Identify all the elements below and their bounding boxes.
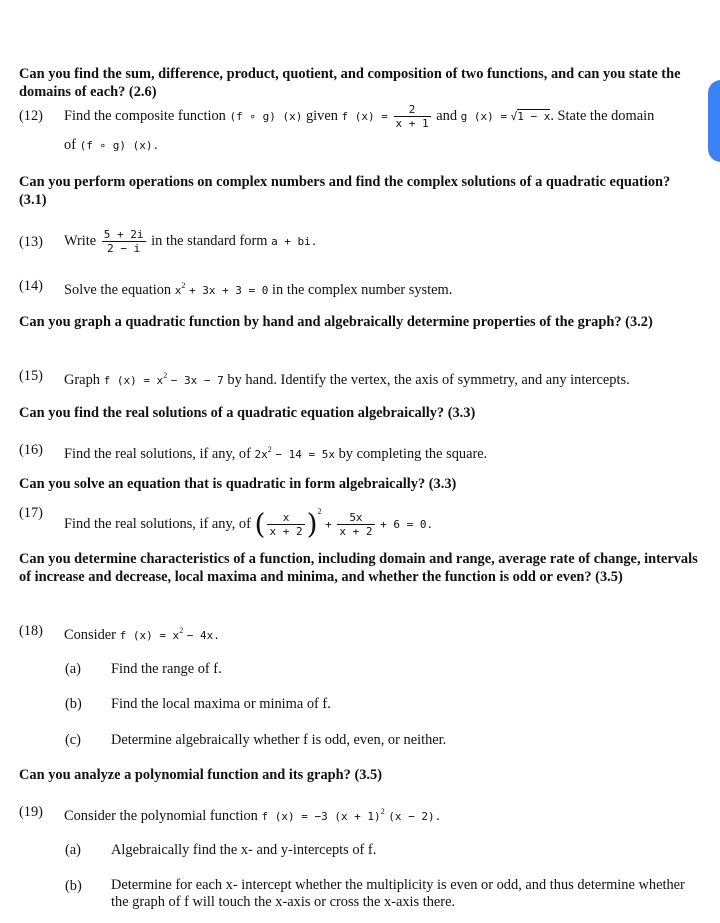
- problem-14-exponent: 2: [181, 281, 186, 290]
- problem-17-exponent: 2: [317, 507, 322, 516]
- problem-12-fraction: [394, 103, 431, 130]
- problem-12-text-e: of: [64, 137, 76, 153]
- problem-18-expr-b: − 4x.: [186, 629, 220, 642]
- problem-17-frac1-num: x: [267, 511, 304, 525]
- problem-19-part-b-text: Determine for each x- intercept whether the multiplicity is even or odd, and thus determine whether the graph of f will touch the x-axis or cross the x-axis there.: [111, 877, 685, 910]
- problem-number-13: (13): [19, 234, 43, 250]
- problem-12-text-b: given: [305, 108, 338, 124]
- problem-12-expr-f: f (x) =: [341, 110, 388, 123]
- problem-number-14: (14): [19, 278, 43, 294]
- problem-12-expr-fog: (f ∘ g) (x): [229, 110, 303, 123]
- problem-15-expr-a: f (x) = x: [103, 374, 164, 387]
- problem-14-text-b: in the complex number system.: [272, 282, 453, 298]
- problem-17-frac2-num: 5x: [337, 511, 374, 525]
- problem-18-part-a-text: Find the range of f.: [111, 661, 222, 677]
- problem-number-16: (16): [19, 442, 43, 458]
- problem-17-fraction-1: [267, 511, 304, 538]
- problem-18-part-c-label: (c): [65, 732, 81, 748]
- problem-12-line-2: [64, 136, 159, 155]
- problem-17-frac2-den: x + 2: [339, 525, 373, 539]
- problem-17-plus: +: [325, 518, 332, 531]
- problem-18-text-a: Consider: [64, 627, 116, 643]
- problem-16-expr-a: 2x: [254, 448, 268, 461]
- problem-16-text-b: by completing the square.: [338, 446, 488, 462]
- problem-17-tail: + 6 = 0.: [380, 518, 434, 531]
- problem-17-fraction-2: [337, 511, 374, 538]
- problem-14-expr-a: x: [174, 284, 182, 297]
- section-heading-3-2: Can you graph a quadratic function by hand and algebraically determine properties of the graph? (3.2): [19, 314, 653, 330]
- problem-12-expr-fog-2: (f ∘ g) (x).: [79, 139, 160, 152]
- problem-19-part-b-label: (b): [65, 878, 82, 894]
- problem-13-frac-den: 2 − i: [107, 242, 141, 256]
- problem-13-expr: a + bi.: [271, 235, 318, 248]
- problem-15-expr-b: − 3x − 7: [170, 374, 224, 387]
- problem-18-part-b-label: (b): [65, 696, 82, 712]
- problem-18-expr-a: f (x) = x: [119, 629, 180, 642]
- side-scroll-tab[interactable]: [708, 80, 720, 162]
- problem-14-line: [64, 277, 452, 300]
- problem-13-text-b: in the standard form: [151, 233, 268, 249]
- problem-12-text-a: Find the composite function: [64, 108, 226, 124]
- right-paren-icon: ): [306, 507, 318, 541]
- problem-12-frac-den: x + 1: [395, 117, 429, 131]
- problem-13-text-a: Write: [64, 233, 97, 249]
- problem-number-18: (18): [19, 623, 43, 639]
- problem-19-part-a-label: (a): [65, 842, 81, 858]
- left-paren-icon: (: [254, 507, 266, 541]
- problem-12-expr-g: g (x) =: [460, 110, 507, 123]
- problem-17-text-a: Find the real solutions, if any, of: [64, 516, 251, 532]
- problem-15-line: [64, 367, 630, 390]
- problem-19-expr-b: (x − 2).: [388, 810, 442, 823]
- section-heading-3-3-a: Can you find the real solutions of a quadratic equation algebraically? (3.3): [19, 405, 476, 421]
- problem-number-17: (17): [19, 505, 43, 521]
- section-heading-3-5-a: Can you determine characteristics of a function, including domain and range, average rate of change, intervals of increase and decrease, local maxima and minima, and whether the function is odd or even? (3.5): [19, 551, 698, 585]
- problem-12-text-c: and: [436, 108, 458, 124]
- problem-12-radical-sign: √: [510, 110, 518, 123]
- problem-19-line: [64, 803, 441, 826]
- problem-12-text-d: . State the domain: [550, 108, 655, 124]
- section-heading-3-1: Can you perform operations on complex numbers and find the complex solutions of a quadratic equation? (3.1): [19, 174, 671, 208]
- problem-17-frac1-den: x + 2: [269, 525, 303, 539]
- problem-19-part-a-text: Algebraically find the x- and y-intercepts of f.: [111, 842, 377, 858]
- section-heading-2-6: Can you find the sum, difference, product, quotient, and composition of two functions, and can you state the domains of each? (2.6): [19, 66, 681, 100]
- problem-16-exponent: 2: [267, 445, 272, 454]
- problem-12-radicand: 1 − x: [517, 110, 551, 123]
- problem-16-line: [64, 441, 487, 464]
- problem-14-expr-b: + 3x + 3 = 0: [188, 284, 269, 297]
- problem-13-frac-num: 5 + 2i: [103, 228, 144, 242]
- problem-13-fraction: [102, 228, 146, 255]
- problem-18-part-c-text: Determine algebraically whether f is odd, even, or neither.: [111, 732, 447, 748]
- problem-13-line: [64, 225, 317, 258]
- problem-18-part-a-label: (a): [65, 661, 81, 677]
- problem-18-line: [64, 622, 220, 645]
- problem-17-line: [64, 494, 433, 543]
- problem-16-expr-b: − 14 = 5x: [275, 448, 335, 461]
- problem-15-text-b: by hand. Identify the vertex, the axis of symmetry, and any intercepts.: [227, 372, 630, 388]
- section-heading-3-3-b: Can you solve an equation that is quadratic in form algebraically? (3.3): [19, 476, 457, 492]
- problem-12-line-1: [64, 100, 654, 133]
- problem-12-frac-num: 2: [394, 103, 431, 117]
- problem-19-expr-a: f (x) = −3 (x + 1): [261, 810, 381, 823]
- problem-15-exponent: 2: [163, 371, 168, 380]
- problem-18-exponent: 2: [179, 626, 184, 635]
- problem-14-text-a: Solve the equation: [64, 282, 172, 298]
- problem-16-text-a: Find the real solutions, if any, of: [64, 446, 251, 462]
- problem-19-exponent: 2: [380, 807, 385, 816]
- problem-19-text-a: Consider the polynomial function: [64, 808, 258, 824]
- section-heading-3-5-b: Can you analyze a polynomial function and its graph? (3.5): [19, 767, 383, 783]
- problem-number-19: (19): [19, 804, 43, 820]
- problem-18-part-b-text: Find the local maxima or minima of f.: [111, 696, 331, 712]
- problem-15-text-a: Graph: [64, 372, 100, 388]
- problem-number-15: (15): [19, 368, 43, 384]
- problem-number-12: (12): [19, 108, 43, 124]
